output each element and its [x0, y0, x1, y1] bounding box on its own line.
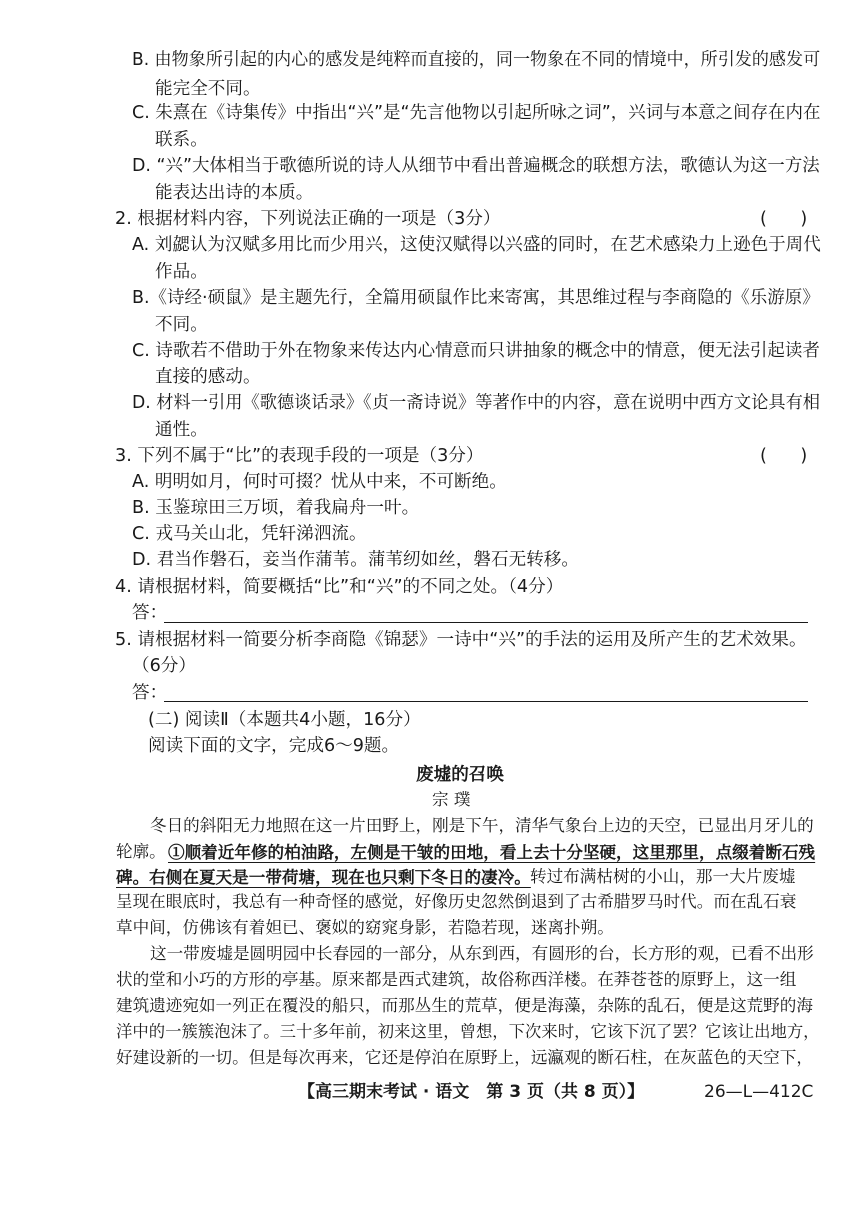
q2-option-c-line1: C. 诗歌若不借助于外在物象来传达内心情意而只讲抽象的概念中的情意，便无法引起读者: [132, 341, 820, 361]
q3-option-b: B. 玉鉴琼田三万顷，着我扁舟一叶。: [132, 498, 420, 518]
page-footer: 【高三期末考试 · 语文 第 3 页（共 8 页）】: [298, 1082, 645, 1102]
article-title: 废墟的召唤: [416, 765, 504, 785]
q3-option-a: A. 明明如月，何时可掇？忧从中来，不可断绝。: [132, 472, 507, 492]
q5-answer-label: 答：: [132, 683, 168, 703]
q2-option-a-line2: 作品。: [155, 262, 208, 282]
q3-answer-paren[interactable]: ( ): [760, 446, 808, 466]
article-p2-line3: 建筑遗迹宛如一列正在覆没的船只，而那丛生的荒草，便是海藻，杂陈的乱石，便是这荒野的海: [116, 996, 813, 1015]
q4-answer-line[interactable]: [164, 622, 808, 623]
q2-option-b-line1: B.《诗经·硕鼠》是主题先行，全篇用硕鼠作比来寄寓，其思维过程与李商隐的《乐游原》: [132, 288, 820, 308]
article-p1-line1: 冬日的斜阳无力地照在这一片田野上，刚是下午，清华气象台上边的天空，已显出月牙儿的: [150, 816, 814, 835]
article-p2-line4: 洋中的一簇簇泡沫了。三十多年前，初来这里，曾想，下次来时，它该下沉了罢？它该让出地方，: [116, 1022, 820, 1041]
q3-option-c: C. 戎马关山北，凭轩涕泗流。: [132, 524, 367, 544]
q4-stem: 4. 请根据材料，简要概括“比”和“兴”的不同之处。（4分）: [115, 577, 564, 597]
q1-option-d-line1: D. “兴”大体相当于歌德所说的诗人从细节中看出普遍概念的联想方法，歌德认为这一方法: [132, 156, 820, 176]
q3-option-d: D. 君当作磐石，妾当作蒲苇。蒲苇纫如丝，磐石无转移。: [132, 550, 579, 570]
q1-option-c-line1: C. 朱熹在《诗集传》中指出“兴”是“先言他物以引起所咏之词”，兴词与本意之间存在内在: [132, 103, 821, 123]
q1-option-c-line2: 联系。: [155, 130, 208, 150]
q1-option-b-line1: B. 由物象所引起的内心的感发是纯粹而直接的，同一物象在不同的情境中，所引发的感发可: [132, 50, 821, 70]
q3-stem: 3. 下列不属于“比”的表现手段的一项是（3分）: [115, 446, 484, 466]
exam-code: 26—L—412C: [704, 1082, 814, 1102]
article-p1-line3-end: 转过布满枯树的小山，那一大片废墟: [530, 867, 796, 886]
q2-option-a-line1: A. 刘勰认为汉赋多用比而少用兴，这使汉赋得以兴盛的同时，在艺术感染力上逊色于周代: [132, 235, 821, 255]
q2-option-d-line2: 通性。: [155, 420, 208, 440]
article-p1-line5: 草中间，仿佛该有着妲已、褒姒的窈窕身影，若隐若现，迷离扑朔。: [116, 918, 614, 937]
article-p1-line2-start: 轮廓。: [116, 842, 166, 861]
article-p1-underlined-sentence-1: ①顺着近年修的柏油路，左侧是干皱的田地，看上去十分坚硬，这里那里，点缀着断石残: [168, 842, 816, 862]
q1-option-b-line2: 能完全不同。: [155, 79, 261, 99]
article-p1-underlined-sentence-2: 碑。右侧在夏天是一带荷塘，现在也只剩下冬日的凄冷。: [116, 867, 531, 887]
q2-answer-paren[interactable]: ( ): [760, 209, 808, 229]
q4-answer-label: 答：: [132, 603, 168, 623]
q2-option-c-line2: 直接的感动。: [155, 367, 261, 387]
article-p1-line4: 呈现在眼底时，我总有一种奇怪的感觉，好像历史忽然倒退到了古希腊罗马时代。而在乱石衰: [116, 892, 797, 911]
q5-stem-line1: 5. 请根据材料一简要分析李商隐《锦瑟》一诗中“兴”的手法的运用及所产生的艺术效果。: [115, 630, 807, 650]
section-heading: (二) 阅读Ⅱ（本题共4小题，16分）: [148, 710, 421, 730]
q5-stem-line2: （6分）: [132, 656, 196, 676]
q1-option-d-line2: 能表达出诗的本质。: [155, 183, 314, 203]
section-instruction: 阅读下面的文字，完成6～9题。: [148, 736, 400, 756]
q5-answer-line[interactable]: [164, 701, 808, 702]
article-p2-line2: 状的堂和小巧的方形的亭基。原来都是西式建筑，故俗称西洋楼。在莽苍苍的原野上，这一组: [116, 970, 797, 989]
article-author: 宗 璞: [432, 790, 471, 809]
q2-option-d-line1: D. 材料一引用《歌德谈话录》《贞一斋诗说》等著作中的内容，意在说明中西方文论具有相: [132, 393, 821, 413]
q2-stem: 2. 根据材料内容，下列说法正确的一项是（3分）: [115, 209, 501, 229]
article-p2-line5: 好建设新的一切。但是每次再来，它还是停泊在原野上，远瀛观的断石柱，在灰蓝色的天空下，: [116, 1048, 813, 1067]
article-p2-line1: 这一带废墟是圆明园中长春园的一部分，从东到西，有圆形的台，长方形的观，已看不出形: [150, 944, 814, 963]
q2-option-b-line2: 不同。: [155, 315, 208, 335]
